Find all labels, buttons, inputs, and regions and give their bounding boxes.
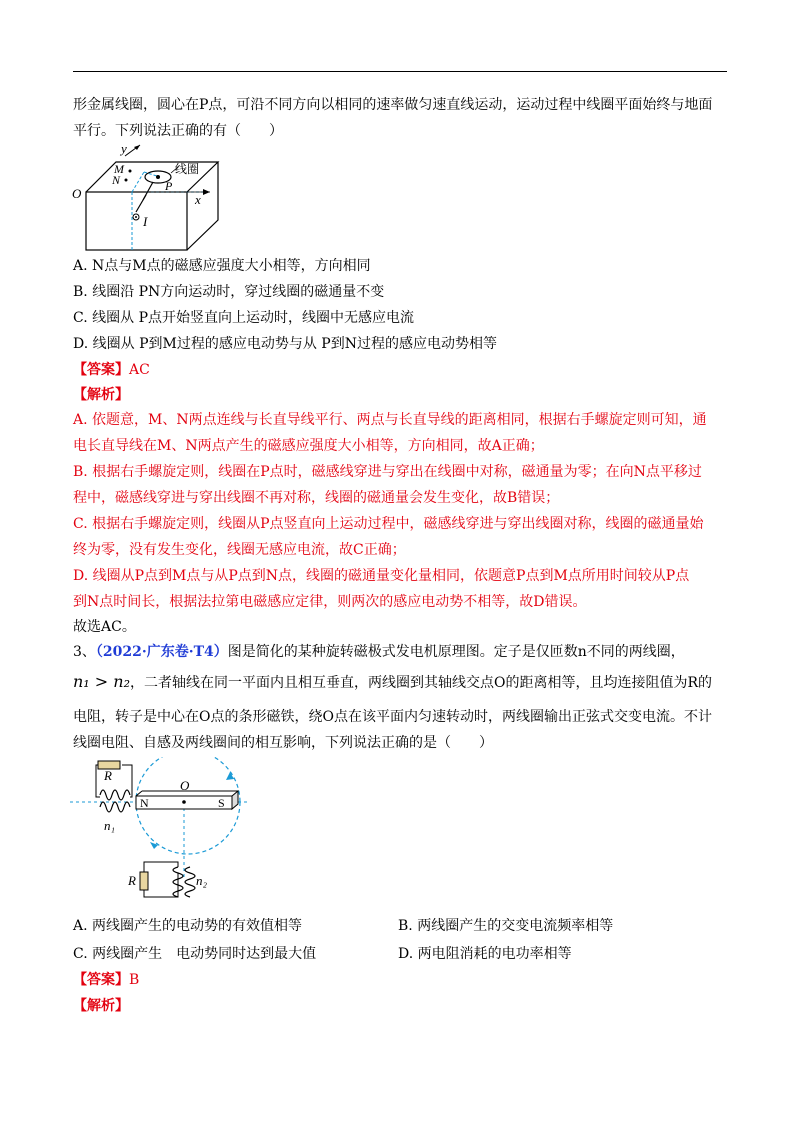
q3-stem-text-2: ，二者轴线在同一平面内且相互垂直，两线圈到其轴线交点O的距离相等，且均连接阻值为R的 [130, 675, 713, 691]
fig1-label-x: x [195, 192, 201, 207]
q3-analysis-tag: 【解析】 [73, 998, 129, 1014]
fig1-label-N: N [112, 173, 121, 187]
q3-source: （2022·广东卷·T4） [95, 644, 228, 660]
q2-option-c: C. 线圈从 P点开始竖直向上运动时，线圈中无感应电流 [73, 310, 414, 326]
q3-stem-line-1 [73, 642, 685, 662]
header-rule [73, 71, 727, 72]
q2-analysis-line: B. 根据右手螺旋定则，线圈在P点时，磁感线穿进与穿出在线圈中对称，磁通量为零；在向N点平移过 [73, 464, 702, 480]
fig1-label-O: O [72, 186, 82, 201]
q2-stem-line-1: 形金属线圈，圆心在P点，可沿不同方向以相同的速率做匀速直线运动，运动过程中线圈平面始终与地面 [73, 97, 713, 113]
q3-answer-tag: 【答案】 [73, 972, 129, 988]
fig2-label-R-bottom: R [128, 873, 136, 888]
q3-inequality: n₁ > n₂ [73, 672, 131, 691]
q3-answer [73, 970, 139, 990]
q2-analysis-line: A. 依题意，M、N两点连线与长直导线平行、两点与长直导线的距离相同，根据右手螺旋定则可知，通 [73, 412, 707, 428]
q2-stem-line-2: 平行。下列说法正确的有（ ） [73, 123, 283, 139]
q2-analysis-line: C. 根据右手螺旋定则，线圈从P点竖直向上运动过程中，磁感线穿进与穿出线圈对称，线圈的磁通量始 [73, 516, 704, 532]
fig1-label-I: I [143, 214, 148, 229]
q2-analysis-line: 电长直导线在M、N两点产生的磁感应强度大小相等，方向相同，故A正确； [73, 438, 544, 454]
q2-answer [73, 360, 150, 380]
figure-generator [70, 757, 250, 907]
fig1-label-M: M [114, 162, 124, 176]
q2-option-b: B. 线圈沿 PN方向运动时，穿过线圈的磁通量不变 [73, 284, 385, 300]
q3-stem-line-3: 电阻，转子是中心在O点的条形磁铁，绕O点在该平面内匀速转动时，两线圈输出正弦式交变电流。不计 [73, 709, 712, 725]
q3-option-b: B. 两线圈产生的交变电流频率相等 [398, 918, 614, 934]
q3-stem-text-1: 图是简化的某种旋转磁极式发电机原理图。定子是仅匝数n不同的两线圈， [227, 644, 685, 660]
q2-analysis-line: D. 线圈从P点到M点与从P点到N点，线圈的磁通量变化量相同，依题意P点到M点所用时间较从P点 [73, 568, 690, 584]
q2-analysis-line: 到N点时间长，根据法拉第电磁感应定律，则两次的感应电动势不相等，故D错误。 [73, 594, 587, 610]
q2-analysis-line: 程中，磁感线穿进与穿出线圈不再对称，线圈的磁通量会发生变化，故B错误； [73, 490, 560, 506]
fig1-label-P: P [165, 179, 173, 193]
q3-stem-line-4: 线圈电阻、自感及两线圈间的相互影响，下列说法正确的是（ ） [73, 735, 493, 751]
q3-option-c: C. 两线圈产生 电动势同时达到最大值 [73, 946, 317, 962]
q2-answer-tag: 【答案】 [73, 362, 129, 378]
q3-number: 3、 [73, 644, 96, 660]
figure-wire-coil-box [70, 140, 230, 255]
q3-option-a: A. 两线圈产生的电动势的有效值相等 [73, 918, 303, 934]
fig2-label-n1: n₁ [104, 818, 116, 833]
fig2-label-O: O [180, 778, 190, 793]
q3-answer-value: B [129, 972, 140, 988]
fig2-label-N: N [140, 796, 149, 810]
q2-option-d: D. 线圈从 P到M过程的感应电动势与从 P到N过程的感应电动势相等 [73, 336, 497, 352]
fig1-label-coil: 线圈 [175, 162, 200, 176]
q3-option-d: D. 两电阻消耗的电功率相等 [398, 946, 572, 962]
fig1-label-y: y [121, 141, 127, 156]
q2-answer-value: AC [129, 362, 150, 378]
q3-stem-line-2 [73, 672, 712, 693]
fig2-label-R-top: R [104, 768, 112, 783]
fig2-label-S: S [218, 796, 225, 810]
q2-analysis-line: 终为零，没有发生变化，线圈无感应电流，故C正确； [73, 542, 406, 558]
q2-option-a: A. N点与M点的磁感应强度大小相等，方向相同 [73, 258, 371, 274]
fig2-label-n2: n₂ [196, 873, 208, 888]
q2-analysis-tag: 【解析】 [73, 387, 129, 403]
q2-conclusion: 故选AC。 [73, 619, 136, 635]
